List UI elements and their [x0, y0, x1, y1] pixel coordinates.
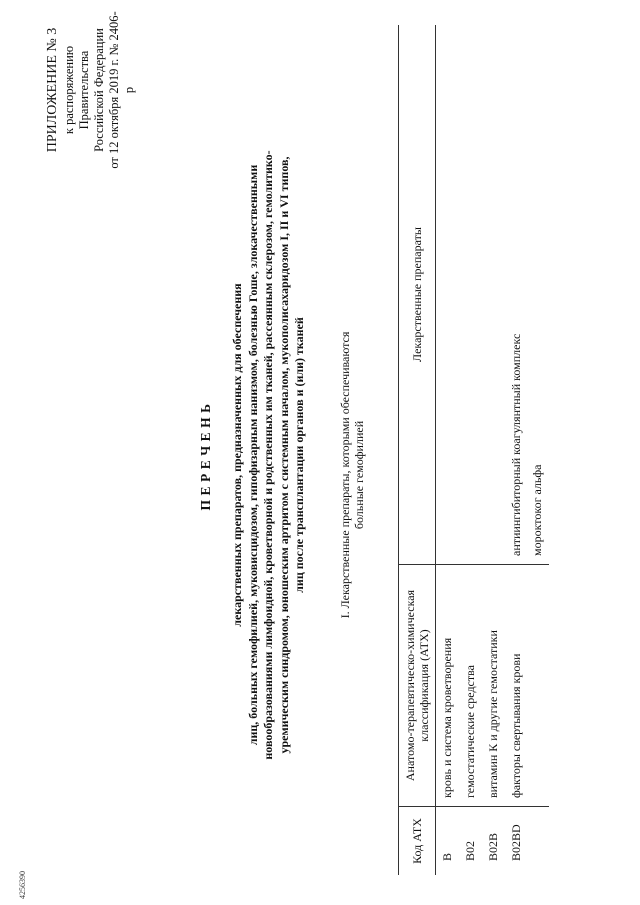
cell-drugs: [482, 25, 505, 565]
cell-drugs: [505, 25, 549, 565]
heading-line: лиц, больных гемофилией, муковисцидозом, гипофизарным нанизмом, болезнью Гоше, злокачественными: [245, 164, 260, 746]
cell-drugs: [459, 25, 482, 565]
appendix-line: Российской Федерации: [92, 28, 106, 152]
table-row: [482, 25, 505, 875]
section-title: [338, 285, 366, 665]
document-heading: [198, 105, 308, 805]
cell-atc: кровь и система кроветворения: [436, 565, 460, 807]
heading-line: новообразованиями лимфоидной, кроветворной и родственных им тканей, рассеянным склерозом, гемолитико-: [261, 150, 275, 760]
cell-code: B: [440, 852, 454, 861]
header-code: Код АТХ: [399, 807, 436, 876]
section-line: больные гемофилией: [352, 420, 366, 530]
appendix-block: [44, 10, 137, 170]
appendix-title: ПРИЛОЖЕНИЕ № 3: [45, 27, 60, 153]
heading-title: ПЕРЕЧЕНЬ: [198, 399, 213, 511]
cell-code: B02: [463, 840, 477, 861]
cell-atc: гемостатические средства: [459, 565, 482, 807]
header-atc: [399, 565, 436, 807]
table-row: [459, 25, 482, 875]
cell-atc: витамин К и другие гемостатики: [482, 565, 505, 807]
cell-atc: факторы свертывания крови: [505, 565, 549, 807]
document-number: 4256390: [18, 871, 27, 899]
table-header-row: [399, 25, 436, 875]
table-row: [436, 25, 460, 875]
header-drugs: Лекарственные препараты: [399, 25, 436, 565]
heading-line: лекарственных препаратов, предназначенных для обеспечения: [230, 283, 244, 627]
table-row: [505, 25, 549, 875]
appendix-line: к распоряжению Правительства: [62, 45, 91, 135]
header-atc-line: классификация (АТХ): [417, 629, 431, 742]
drug-table: [398, 25, 549, 875]
drug-name: мороктоког альфа: [530, 464, 544, 556]
cell-code: B02B: [486, 832, 500, 861]
appendix-date: от 12 октября 2019 г. № 2406-р: [107, 11, 136, 169]
header-atc-line: Анатомо-терапевтическо-химическая: [403, 589, 417, 782]
drug-name: антиингибиторный коагулянтный комплекс: [509, 333, 523, 556]
heading-line: уремическим синдромом, юношеским артритом с системным началом, мукополисахаридозом I, II и VI типов,: [276, 156, 291, 754]
cell-code: B02BD: [509, 824, 523, 861]
section-line: I. Лекарственные препараты, которыми обеспечиваются: [338, 331, 352, 619]
heading-line: лиц после трансплантации органов и (или) тканей: [292, 317, 306, 593]
cell-drugs: [436, 25, 460, 565]
